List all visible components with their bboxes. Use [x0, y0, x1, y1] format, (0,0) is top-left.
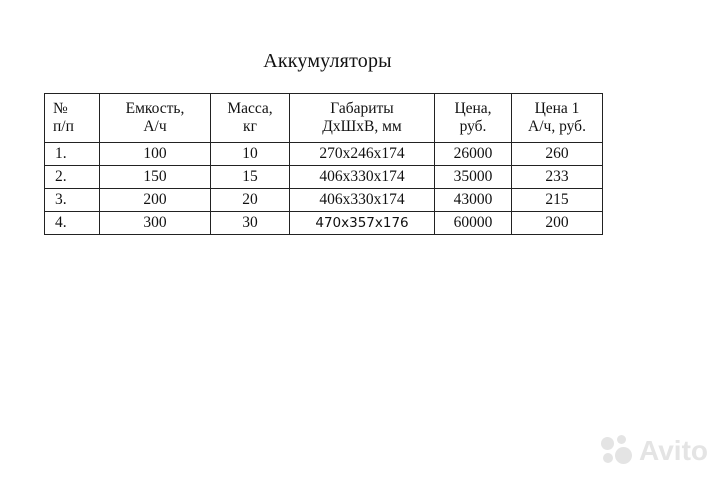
header-price: Цена, руб.: [435, 94, 512, 143]
cell-capacity: 150: [100, 166, 211, 189]
cell-number: 3.: [45, 189, 100, 212]
watermark-text: Avito: [639, 435, 708, 466]
table-row: [45, 189, 603, 212]
battery-table: [44, 93, 603, 235]
table-row: [45, 212, 603, 235]
cell-price: 26000: [435, 143, 512, 166]
cell-dimensions: 470x357x176: [290, 212, 435, 235]
cell-price: 35000: [435, 166, 512, 189]
table-header-row: [45, 94, 603, 143]
cell-number: 4.: [45, 212, 100, 235]
header-price-per-ah: Цена 1 А/ч, руб.: [512, 94, 603, 143]
cell-price-per-ah: 215: [512, 189, 603, 212]
cell-price-per-ah: 200: [512, 212, 603, 235]
cell-price-per-ah: 233: [512, 166, 603, 189]
cell-number: 2.: [45, 166, 100, 189]
cell-price: 43000: [435, 189, 512, 212]
header-mass: Масса, кг: [211, 94, 290, 143]
cell-mass: 30: [211, 212, 290, 235]
avito-logo-icon: [599, 433, 635, 469]
header-dimensions: Габариты ДхШхВ, мм: [290, 94, 435, 143]
cell-dimensions: 406x330x174: [290, 166, 435, 189]
cell-capacity: 200: [100, 189, 211, 212]
cell-price-per-ah: 260: [512, 143, 603, 166]
cell-mass: 15: [211, 166, 290, 189]
cell-dimensions: 406x330x174: [290, 189, 435, 212]
document-title: Аккумуляторы: [263, 50, 392, 72]
cell-price: 60000: [435, 212, 512, 235]
table-row: [45, 143, 603, 166]
cell-mass: 10: [211, 143, 290, 166]
cell-mass: 20: [211, 189, 290, 212]
cell-dimensions: 270x246x174: [290, 143, 435, 166]
table-row: [45, 166, 603, 189]
header-capacity: Емкость, А/ч: [100, 94, 211, 143]
cell-capacity: 300: [100, 212, 211, 235]
avito-watermark: [599, 433, 708, 469]
cell-capacity: 100: [100, 143, 211, 166]
cell-number: 1.: [45, 143, 100, 166]
header-number: № п/п: [45, 94, 100, 143]
